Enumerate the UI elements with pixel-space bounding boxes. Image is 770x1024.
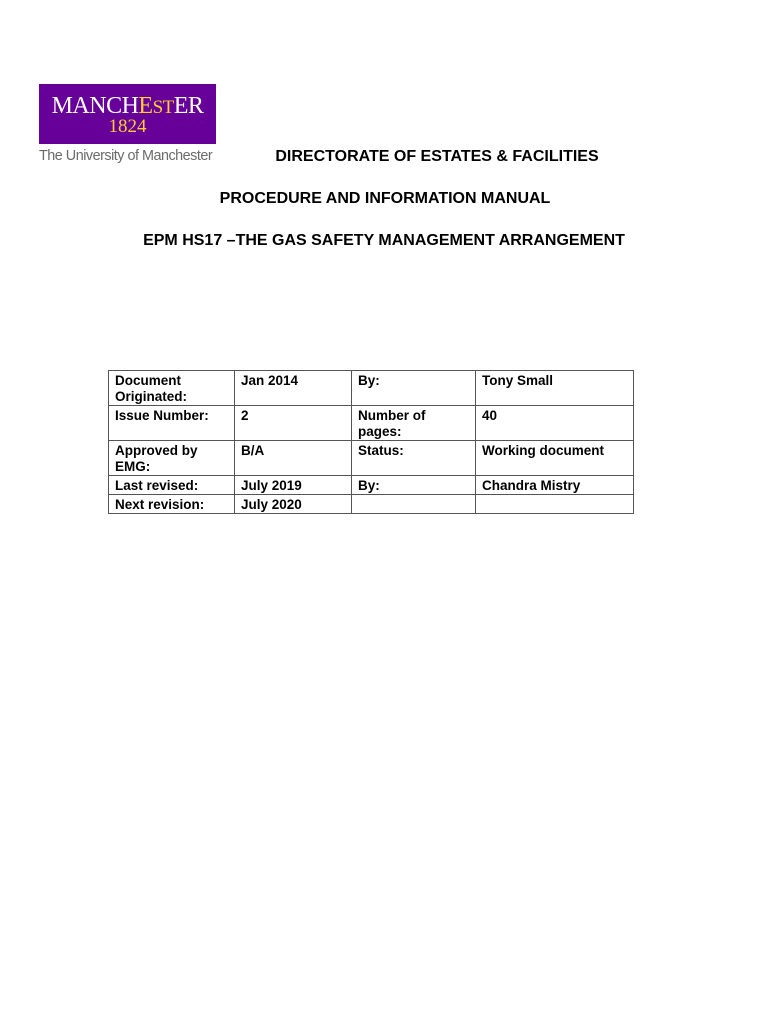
table-cell: Document Originated: <box>109 371 235 406</box>
table-row <box>109 476 634 495</box>
table-cell: Status: <box>352 441 476 476</box>
table-row <box>109 495 634 514</box>
table-row <box>109 441 634 476</box>
table-cell: Issue Number: <box>109 406 235 441</box>
document-info-table <box>108 370 634 514</box>
table-cell: 2 <box>235 406 352 441</box>
table-cell: By: <box>352 371 476 406</box>
table-cell: Number of pages: <box>352 406 476 441</box>
logo-wordmark-part: S <box>152 97 163 118</box>
logo-wordmark-part: ER <box>173 93 204 119</box>
table-cell: Working document <box>476 441 634 476</box>
document-title: EPM HS17 –THE GAS SAFETY MANAGEMENT ARRANGEMENT <box>143 232 625 249</box>
table-row <box>109 406 634 441</box>
table-cell: B/A <box>235 441 352 476</box>
logo-year: 1824 <box>108 116 147 137</box>
logo-wordmark-part: E <box>138 93 153 119</box>
table-cell: Next revision: <box>109 495 235 514</box>
manual-heading: PROCEDURE AND INFORMATION MANUAL <box>219 190 551 207</box>
table-cell: By: <box>352 476 476 495</box>
table-cell <box>352 495 476 514</box>
table-cell: July 2020 <box>235 495 352 514</box>
table-cell: Last revised: <box>109 476 235 495</box>
table-cell: Tony Small <box>476 371 634 406</box>
table-cell: Chandra Mistry <box>476 476 634 495</box>
logo-wordmark-part: T <box>162 97 174 118</box>
logo-box <box>39 84 216 144</box>
table-cell: Jan 2014 <box>235 371 352 406</box>
directorate-heading: DIRECTORATE OF ESTATES & FACILITIES <box>275 148 599 165</box>
table-cell: July 2019 <box>235 476 352 495</box>
logo-university-name: The University of Manchester <box>39 148 213 164</box>
table-cell <box>476 495 634 514</box>
table-cell: 40 <box>476 406 634 441</box>
table-row <box>109 371 634 406</box>
logo-wordmark-part: MANCH <box>51 93 139 119</box>
table-cell: Approved by EMG: <box>109 441 235 476</box>
